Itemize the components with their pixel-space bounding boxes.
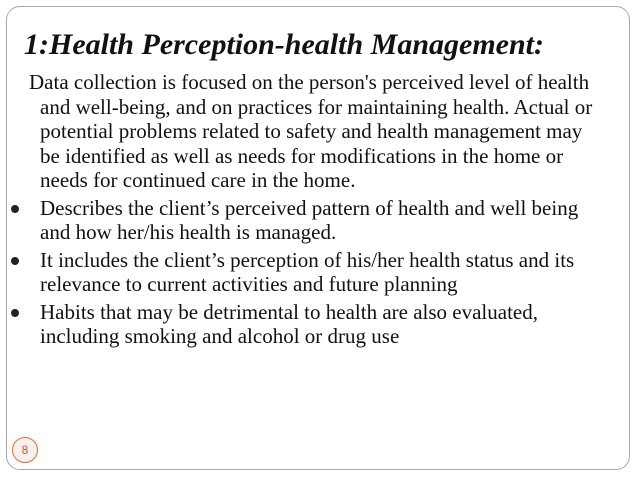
slide-title: 1:Health Perception-health Management: [24,28,544,61]
bullet-text: Habits that may be detrimental to health are also evaluated, including smoking and alcohol or drug use [40,299,538,348]
page-number-badge: 8 [12,437,38,463]
bullet-dot-icon [11,257,19,265]
bullet-item [29,300,604,349]
bullet-text: It includes the client’s perception of his/her health status and its relevance to current activities and future planning [40,247,575,296]
bullet-item [29,248,604,297]
bullet-text: Describes the client’s perceived pattern of health and well being and how her/his health is managed. [40,195,579,244]
bullet-list [29,196,604,349]
intro-paragraph: Data collection is focused on the person's perceived level of health and well-being, and on practices for maintaining health. Actual or potential problems related to safety and health management may be identified as well as needs for modifications in the home or needs for continued care in the home. [29,70,593,192]
bullet-dot-icon [11,309,19,317]
bullet-item [29,196,604,245]
bullet-dot-icon [11,205,19,213]
slide-body [29,70,604,349]
